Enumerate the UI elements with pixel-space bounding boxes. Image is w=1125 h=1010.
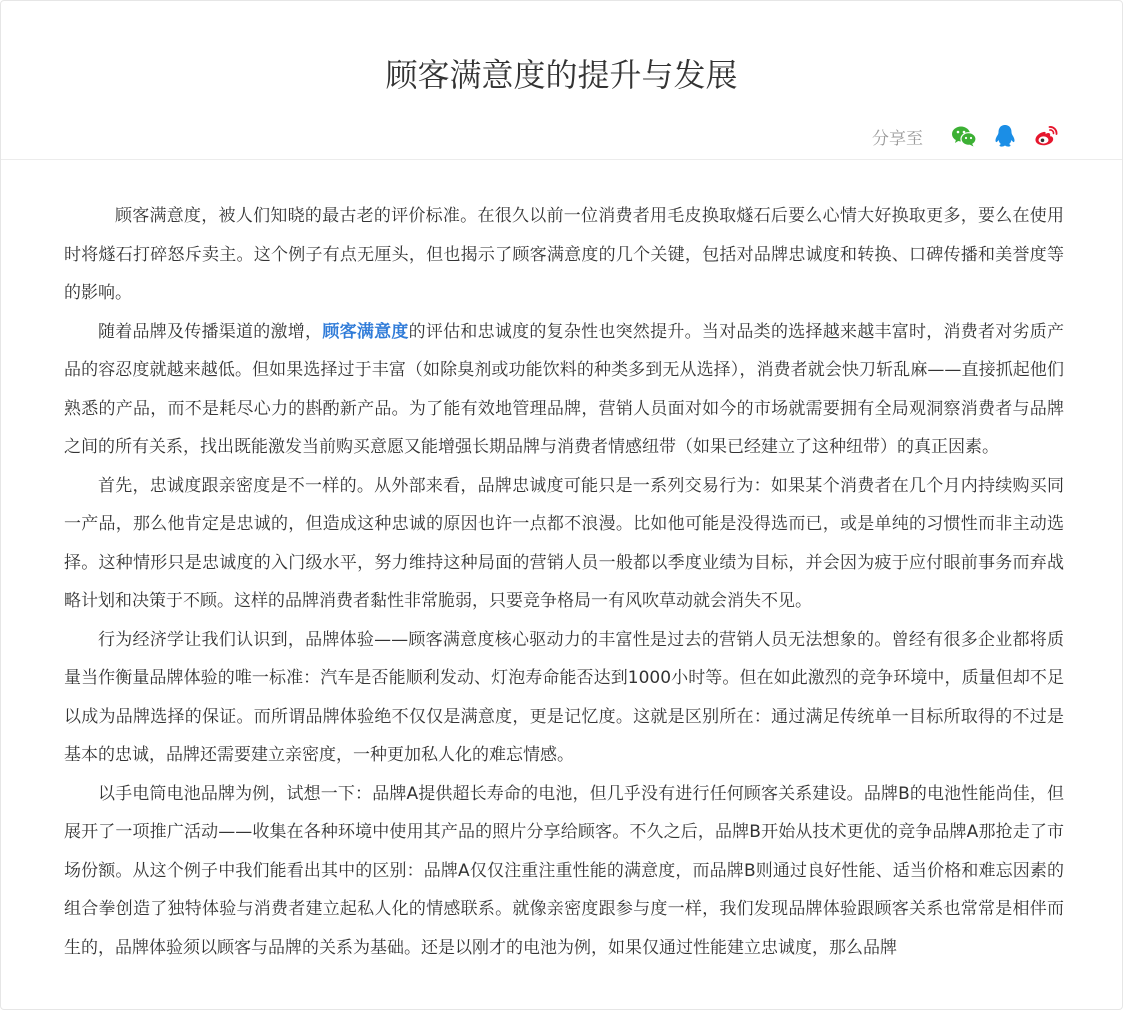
- article-header: [1, 1, 1122, 160]
- paragraph: 顾客满意度，被人们知晓的最古老的评价标准。在很久以前一位消费者用毛皮换取燧石后要么心情大好换取更多，要么在使用时将燧石打碎怒斥卖主。这个例子有点无厘头，但也揭示了顾客满意度的几个关键，包括对品牌忠诚度和转换、口碑传播和美誉度等的影响。: [64, 206, 1064, 303]
- paragraph: 首先，忠诚度跟亲密度是不一样的。从外部来看，品牌忠诚度可能只是一系列交易行为：如果某个消费者在几个月内持续购买同一产品，那么他肯定是忠诚的，但造成这种忠诚的原因也许一点都不浪漫。比如他可能是没得选而已，或是单纯的习惯性而非主动选择。这种情形只是忠诚度的入门级水平，努力维持这种局面的营销人员一般都以季度业绩为目标，并会因为疲于应付眼前事务而弃战略计划和决策于不顾。这样的品牌消费者黏性非常脆弱，只要竞争格局一有风吹草动就会消失不见。: [64, 475, 1064, 611]
- wechat-icon[interactable]: [950, 122, 978, 150]
- qq-icon[interactable]: [991, 122, 1019, 150]
- paragraph-text: 随着品牌及传播渠道的激增，: [98, 321, 323, 342]
- paragraph: 以手电筒电池品牌为例，试想一下：品牌A提供超长寿命的电池，但几乎没有进行任何顾客关系建设。品牌B的电池性能尚佳，但展开了一项推广活动——收集在各种环境中使用其产品的照片分享给顾客。不久之后，品牌B开始从技术更优的竞争品牌A那抢走了市场份额。从这个例子中我们能看出其中的区别：品牌A仅仅注重注重性能的满意度，而品牌B则通过良好性能、适当价格和难忘因素的组合拳创造了独特体验与消费者建立起私人化的情感联系。就像亲密度跟参与度一样，我们发现品牌体验跟顾客关系也常常是相伴而生的，品牌体验须以顾客与品牌的关系为基础。还是以刚才的电池为例，如果仅通过性能建立忠诚度，那么品牌: [64, 783, 1064, 958]
- share-label: 分享至: [872, 128, 923, 149]
- article-body: [64, 197, 1064, 967]
- paragraph: 行为经济学让我们认识到，品牌体验——顾客满意度核心驱动力的丰富性是过去的营销人员无法想象的。曾经有很多企业都将质量当作衡量品牌体验的唯一标准：汽车是否能顺利发动、灯泡寿命能否达到1000小时等。但在如此激烈的竞争环境中，质量但却不足以成为品牌选择的保证。而所谓品牌体验绝不仅仅是满意度，更是记忆度。这就是区别所在：通过满足传统单一目标所取得的不过是基本的忠诚，品牌还需要建立亲密度，一种更加私人化的难忘情感。: [64, 629, 1064, 765]
- article-title: 顾客满意度的提升与发展: [385, 56, 738, 94]
- share-bar: [872, 121, 1060, 151]
- weibo-icon[interactable]: [1032, 122, 1060, 150]
- paragraph-text: 的评估和忠诚度的复杂性也突然提升。当对品类的选择越来越丰富时，消费者对劣质产品的容忍度就越来越低。但如果选择过于丰富（如除臭剂或功能饮料的种类多到无从选择），消费者就会快刀斩乱麻——直接抓起他们熟悉的产品，而不是耗尽心力的斟酌新产品。为了能有效地管理品牌，营销人员面对如今的市场就需要拥有全局观洞察消费者与品牌之间的所有关系，找出既能激发当前购买意愿又能增强长期品牌与消费者情感纽带（如果已经建立了这种纽带）的真正因素。: [64, 321, 1065, 457]
- paragraph: [64, 313, 1064, 467]
- keyword-link[interactable]: 顾客满意度: [322, 321, 409, 342]
